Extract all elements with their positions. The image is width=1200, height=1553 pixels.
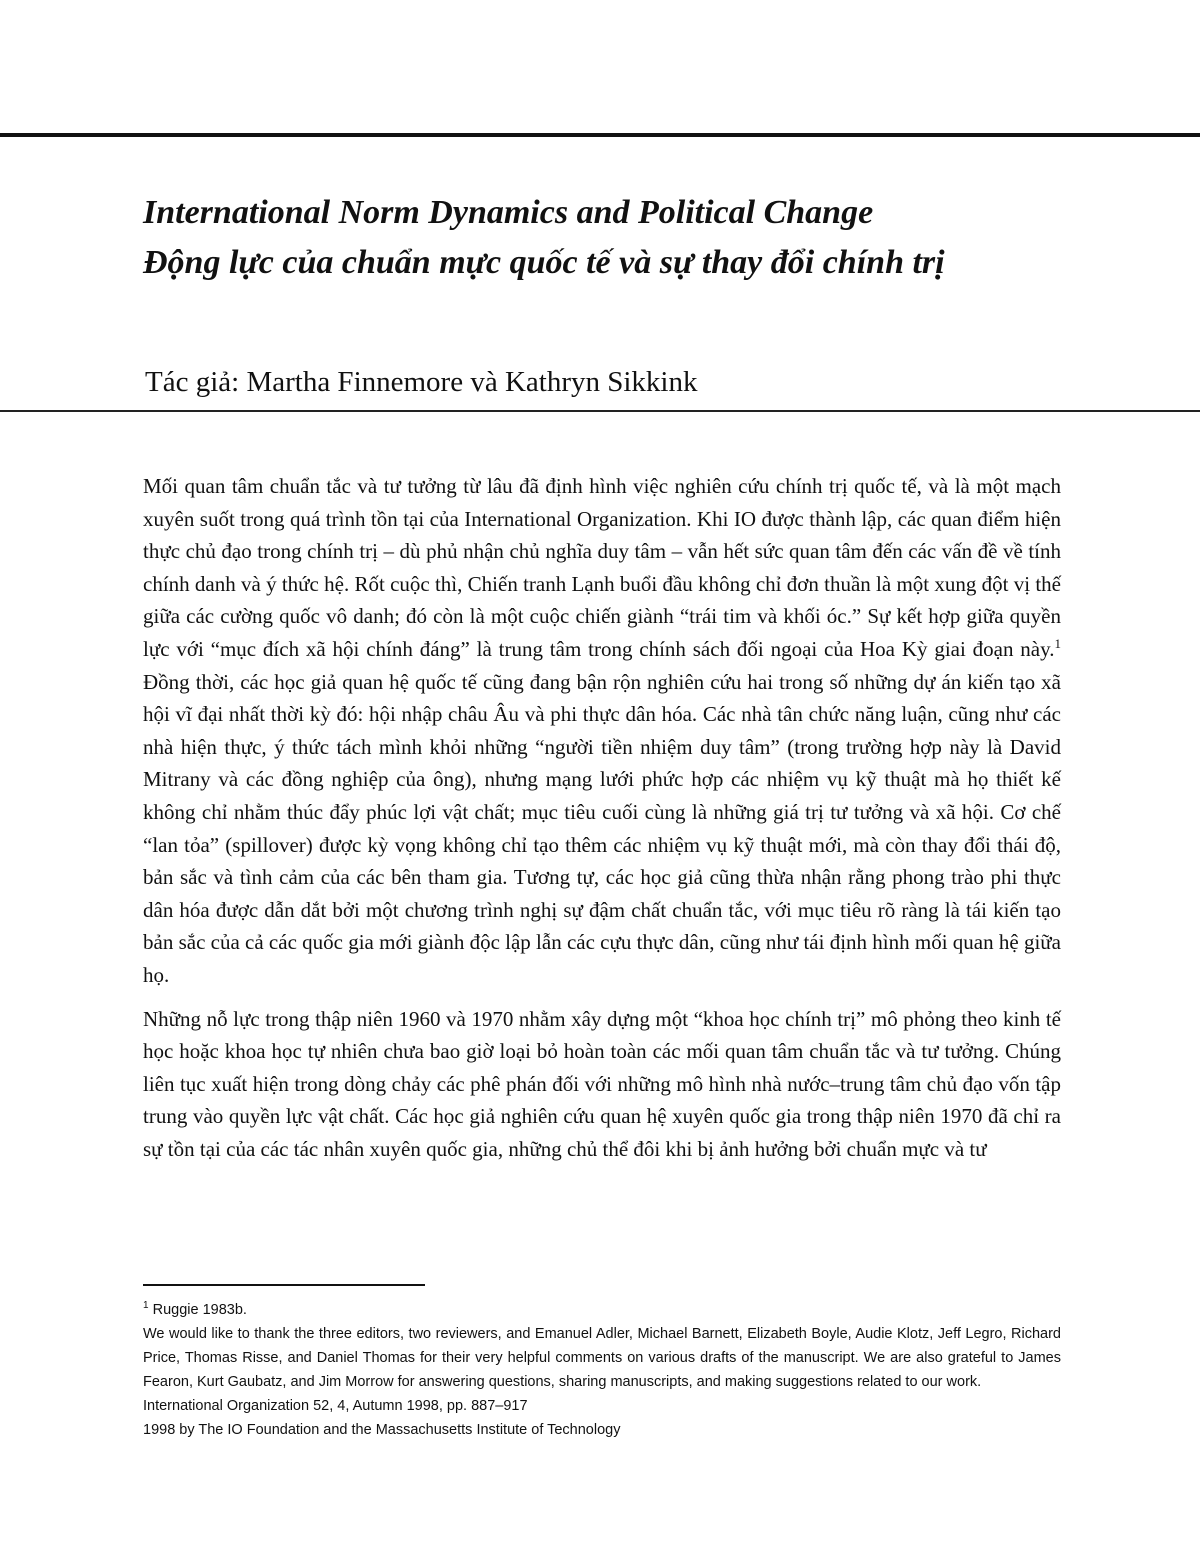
top-rule — [0, 133, 1200, 137]
author-line: Tác giả: Martha Finnemore và Kathryn Sikkink — [145, 366, 698, 398]
title-vietnamese: Động lực của chuẩn mực quốc tế và sự thay đổi chính trị — [143, 244, 945, 281]
footnote-1 — [143, 1298, 1061, 1322]
paragraph-1 — [143, 470, 1061, 992]
paragraph-1-text-b: Đồng thời, các học giả quan hệ quốc tế cũng đang bận rộn nghiên cứu hai trong số những dự án kiến tạo xã hội vĩ đại nhất thời kỳ đó: hội nhập châu Âu và phi thực dân hóa. Các nhà tân chức năng luận, cũng như các nhà hiện thực, ý thức tách mình khỏi những “người tiền nhiệm duy tâm” (trong trường hợp này là David Mitrany và các đồng nghiệp của ông), nhưng mạng lưới phức hợp các nhiệm vụ kỹ thuật mà họ thiết kế không chỉ nhằm thúc đẩy phúc lợi vật chất; mục tiêu cuối cùng là những giá trị tư tưởng và xã hội. Cơ chế “lan tỏa” (spillover) được kỳ vọng không chỉ tạo thêm các nhiệm vụ kỹ thuật mới, mà còn thay đổi thái độ, bản sắc và tình cảm của các bên tham gia. Tương tự, các học giả cũng thừa nhận rằng phong trào phi thực dân hóa được dẫn dắt bởi một chương trình nghị sự đậm chất chuẩn tắc, với mục tiêu rõ ràng là tái kiến tạo bản sắc của cả các quốc gia mới giành độc lập lẫn các cựu thực dân, cũng như tái định hình mối quan hệ giữa họ. — [143, 669, 1061, 987]
footnote-1-text: Ruggie 1983b. — [148, 1302, 247, 1318]
journal-citation: International Organization 52, 4, Autumn 1998, pp. 887–917 — [143, 1398, 528, 1414]
paragraph-2: Những nỗ lực trong thập niên 1960 và 1970 nhằm xây dựng một “khoa học chính trị” mô phỏng theo kinh tế học hoặc khoa học tự nhiên chưa bao giờ loại bỏ hoàn toàn các mối quan tâm chuẩn tắc và tư tưởng. Chúng liên tục xuất hiện trong dòng chảy các phê phán đối với những mô hình nhà nước–trung tâm chủ đạo vốn tập trung vào quyền lực vật chất. Các học giả nghiên cứu quan hệ xuyên quốc gia trong thập niên 1970 đã chỉ ra sự tồn tại của các tác nhân xuyên quốc gia, những chủ thể đôi khi bị ảnh hưởng bởi chuẩn mực và tư — [143, 1006, 1061, 1161]
copyright-line: 1998 by The IO Foundation and the Massachusetts Institute of Technology — [143, 1422, 621, 1438]
acknowledgement-note: We would like to thank the three editors, two reviewers, and Emanuel Adler, Michael Barnett, Elizabeth Boyle, Audie Klotz, Jeff Legro, Richard Price, Thomas Risse, and Daniel Thomas for their very helpful comments on various drafts of the manuscript. We are also grateful to James Fearon, Kurt Gaubatz, and Jim Morrow for answering questions, sharing manuscripts, and making suggestions related to our work. — [143, 1326, 1061, 1390]
footnote-1-marker: 1 — [143, 1300, 149, 1312]
body-text — [143, 470, 1061, 1176]
footnote-rule — [143, 1284, 425, 1286]
footnotes — [143, 1298, 1061, 1442]
paragraph-1-text-a: Mối quan tâm chuẩn tắc và tư tưởng từ lâu đã định hình việc nghiên cứu chính trị quốc tế, và là một mạch xuyên suốt trong quá trình tồn tại của International Organization. Khi IO được thành lập, các quan điểm hiện thực chủ đạo trong chính trị – dù phủ nhận chủ nghĩa duy tâm – vẫn hết sức quan tâm đến các vấn đề về tính chính danh và ý thức hệ. Rốt cuộc thì, Chiến tranh Lạnh buổi đầu không chỉ đơn thuần là một xung đột vị thế giữa các cường quốc vô danh; đó còn là một cuộc chiến giành “trái tim và khối óc.” Sự kết hợp giữa quyền lực với “mục đích xã hội chính đáng” là trung tâm trong chính sách đối ngoại của Hoa Kỳ giai đoạn này. — [143, 474, 1061, 661]
title-english: International Norm Dynamics and Political Change — [143, 194, 874, 231]
footnote-marker: 1 — [1054, 635, 1061, 651]
author-rule — [0, 410, 1200, 412]
title-block — [143, 188, 1163, 288]
